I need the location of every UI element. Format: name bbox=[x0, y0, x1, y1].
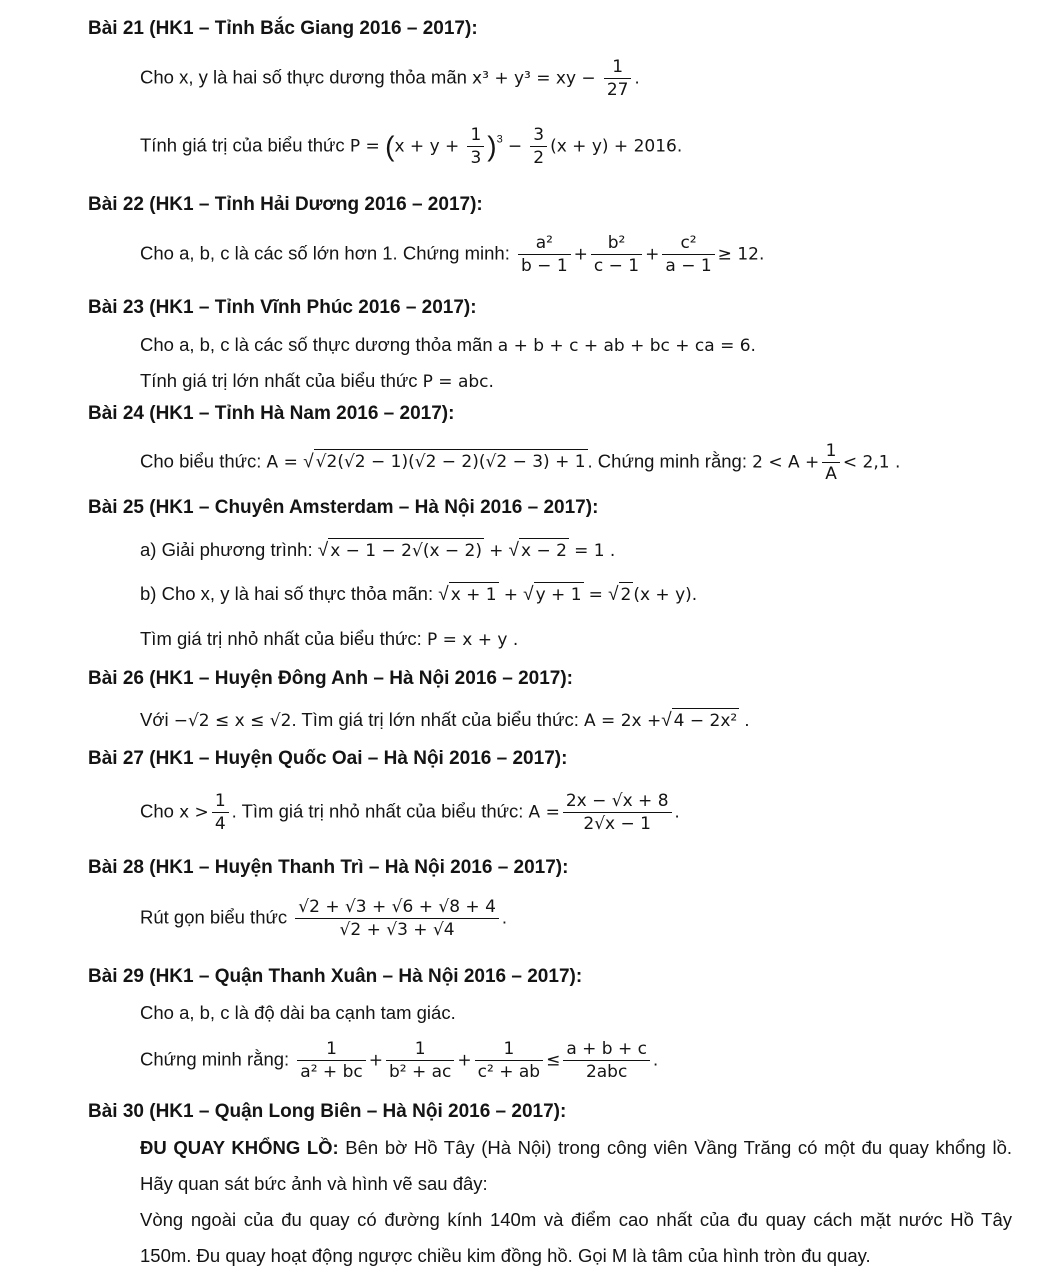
problem-22-line-1: Cho a, b, c là các số lớn hơn 1. Chứng minh: $\frac{\text{a²}}{b - 1}$ + $\frac{\text{b²}}{c - 1}$ + $\frac{\text{c²}}{a - 1}$ ≥ 12. bbox=[140, 233, 765, 276]
problem-29-line-2: Chứng minh rằng: $\frac{1}{\text{a² + bc}}$ + $\frac{1}{\text{b² + ac}}$ + $\frac{1}{\text{c² + ab}}$ ≤ $\frac{a + b + c}{\text{2abc}}$ . bbox=[140, 1039, 659, 1082]
problem-21-fraction-2: $\frac{1}{3}$ bbox=[467, 124, 484, 169]
problem-21-equation: x³ + y³ = xy − bbox=[472, 68, 596, 89]
problem-24-line-1: Cho biểu thức: A = √ √2(√2 − 1)(√2 − 2)(√2 − 3) + 1 . Chứng minh rằng: 2 < A + $\frac{1}{A}$ < 2,1 . bbox=[140, 441, 901, 484]
problem-21-text-1: Cho x, y là hai số thực dương thỏa mãn bbox=[140, 66, 467, 88]
problem-23-line-2: Tính giá trị lớn nhất của biểu thức P = abc. bbox=[140, 370, 494, 392]
problem-22-fraction-2: $\frac{\text{b²}}{c - 1}$ bbox=[591, 232, 642, 277]
problem-26-heading: Bài 26 (HK1 – Huyện Đông Anh – Hà Nội 2016 – 2017): bbox=[88, 668, 574, 689]
problem-30-paragraph-2: Vòng ngoài của đu quay có đường kính 140m và điểm cao nhất của đu quay cách mặt nước Hồ Tây 150m. Đu quay hoạt động ngược chiều kim đồng hồ. Gọi M là tâm của hình tròn đu quay. bbox=[140, 1209, 1012, 1266]
problem-29-fraction-1: $\frac{1}{\text{a² + bc}}$ bbox=[297, 1038, 365, 1083]
problem-25-part-a: a) Giải phương trình: √ x − 1 − 2√(x − 2) + √ x − 2 = 1 . bbox=[140, 539, 616, 561]
problem-29-fraction-2: $\frac{1}{\text{b² + ac}}$ bbox=[386, 1038, 454, 1083]
problem-25-part-b: b) Cho x, y là hai số thực thỏa mãn: √ x + 1 + √ y + 1 = √ 2 (x + y). bbox=[140, 583, 698, 605]
problem-21-text-2: Tính giá trị của biểu thức bbox=[140, 134, 345, 156]
problem-23-heading: Bài 23 (HK1 – Tỉnh Vĩnh Phúc 2016 – 2017): bbox=[88, 297, 477, 318]
problem-22-fraction-3: $\frac{\text{c²}}{a - 1}$ bbox=[662, 232, 714, 277]
problem-30-heading: Bài 30 (HK1 – Quận Long Biên – Hà Nội 2016 – 2017): bbox=[88, 1101, 567, 1122]
problem-30-lead: ĐU QUAY KHỔNG LỒ: bbox=[140, 1137, 339, 1158]
problem-30-paragraph-1: ĐU QUAY KHỔNG LỒ: Bên bờ Hồ Tây (Hà Nội) trong công viên Vầng Trăng có một đu quay khổng lồ. Hãy quan sát bức ảnh và hình vẽ sau đây: bbox=[140, 1137, 1012, 1194]
problem-27-line-1: Cho x > $\frac{1}{4}$ . Tìm giá trị nhỏ nhất của biểu thức: A = $\frac{2x - √x + 8}{2√x - 1}$ . bbox=[140, 791, 680, 834]
problem-26-line-1: Với −√2 ≤ x ≤ √2. Tìm giá trị lớn nhất của biểu thức: A = 2x +√ 4 − 2x² . bbox=[140, 709, 750, 731]
problem-25-part-c: Tìm giá trị nhỏ nhất của biểu thức: P = x + y . bbox=[140, 628, 519, 650]
problem-25-heading: Bài 25 (HK1 – Chuyên Amsterdam – Hà Nội 2016 – 2017): bbox=[88, 497, 599, 518]
problem-29-line-1: Cho a, b, c là độ dài ba cạnh tam giác. bbox=[140, 1002, 456, 1023]
problem-21-heading: Bài 21 (HK1 – Tỉnh Bắc Giang 2016 – 2017): bbox=[88, 18, 478, 39]
problem-21-line-2: Tính giá trị của biểu thức P = (x + y + $\frac{1}{3}$ )$^3$ − $\frac{3}{2}$ (x + y) + 2016. bbox=[140, 125, 683, 168]
problem-28-line-1: Rút gọn biểu thức $\frac{√2 + √3 + √6 + √8 + 4}{√2 + √3 + √4}$ . bbox=[140, 897, 508, 940]
problem-23-line-1: Cho a, b, c là các số thực dương thỏa mãn a + b + c + ab + bc + ca = 6. bbox=[140, 334, 756, 356]
problem-22-fraction-1: $\frac{\text{a²}}{b - 1}$ bbox=[518, 232, 571, 277]
problem-22-heading: Bài 22 (HK1 – Tỉnh Hải Dương 2016 – 2017): bbox=[88, 194, 483, 215]
problem-29-heading: Bài 29 (HK1 – Quận Thanh Xuân – Hà Nội 2016 – 2017): bbox=[88, 966, 583, 987]
problem-29-fraction-3: $\frac{1}{\text{c² + ab}}$ bbox=[475, 1038, 543, 1083]
problem-21-line-1: Cho x, y là hai số thực dương thỏa mãn x³ + y³ = xy − $\frac{1}{27}$ . bbox=[140, 57, 640, 100]
problem-27-heading: Bài 27 (HK1 – Huyện Quốc Oai – Hà Nội 2016 – 2017): bbox=[88, 748, 568, 769]
problem-28-fraction: $\frac{√2 + √3 + √6 + √8 + 4}{√2 + √3 + √4}$ bbox=[295, 896, 499, 941]
problem-27-fraction-1: $\frac{1}{4}$ bbox=[212, 790, 229, 835]
problem-29-fraction-4: $\frac{a + b + c}{\text{2abc}}$ bbox=[563, 1038, 650, 1083]
problem-28-heading: Bài 28 (HK1 – Huyện Thanh Trì – Hà Nội 2016 – 2017): bbox=[88, 857, 569, 878]
problem-24-fraction: $\frac{1}{A}$ bbox=[822, 440, 840, 485]
problem-27-fraction-2: $\frac{2x - √x + 8}{2√x - 1}$ bbox=[563, 790, 672, 835]
problem-24-heading: Bài 24 (HK1 – Tỉnh Hà Nam 2016 – 2017): bbox=[88, 403, 455, 424]
problem-21-fraction: $\frac{1}{27}$ bbox=[604, 56, 632, 101]
problem-21-fraction-3: $\frac{3}{2}$ bbox=[530, 124, 547, 169]
